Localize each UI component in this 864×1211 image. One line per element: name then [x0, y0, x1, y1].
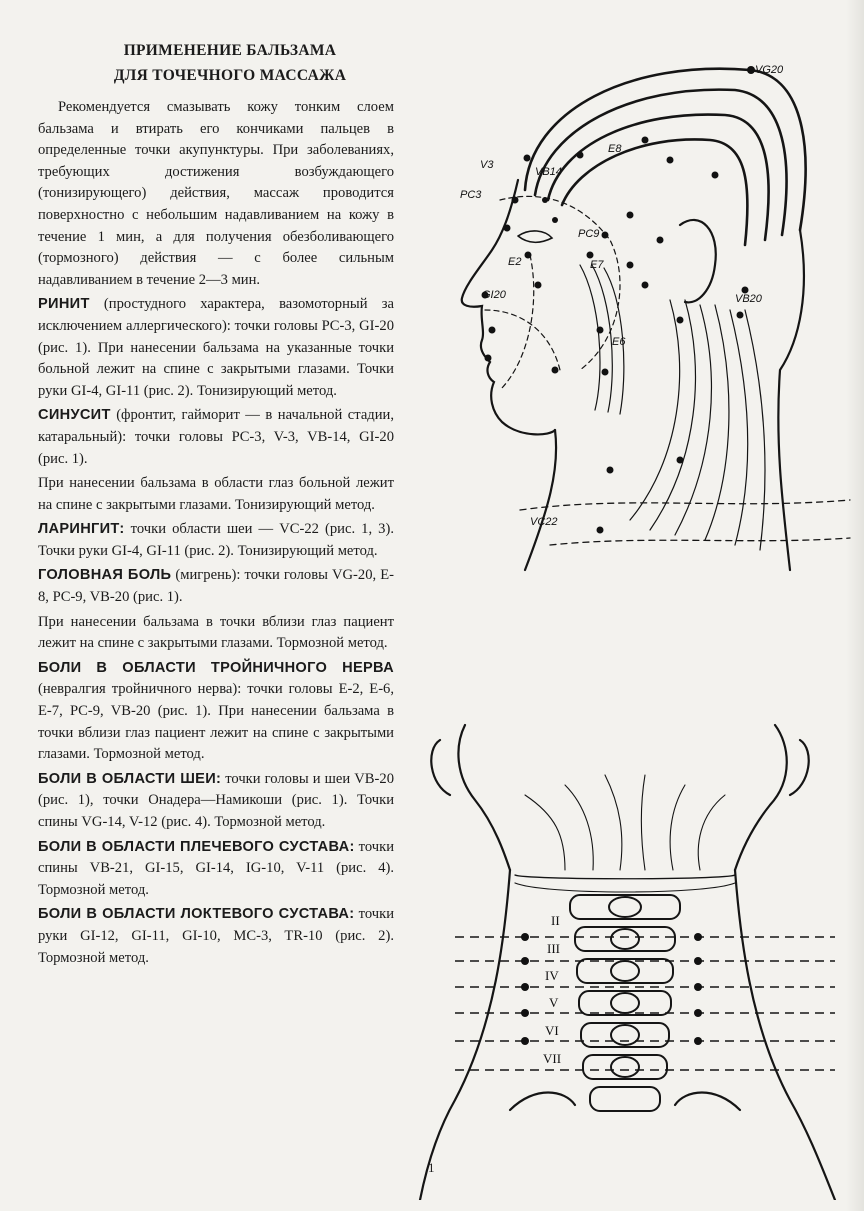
page-title: [60, 38, 400, 88]
section-heading: РИНИТ: [38, 296, 90, 313]
section-text: точки руки GI-12, GI-11, GI-10, MC-3, TR-10 (рис. 2). Тормозной метод.: [38, 906, 394, 966]
label-vb20: VB20: [735, 293, 762, 305]
label-vertebra-vii: VII: [543, 1051, 562, 1066]
label-vg20: VG20: [755, 64, 784, 76]
title-line-2: ДЛЯ ТОЧЕЧНОГО МАССАЖА: [113, 67, 347, 84]
label-e6: E6: [612, 336, 626, 348]
label-vc22: VC22: [530, 516, 558, 528]
section-heading: ЛАРИНГИТ:: [38, 521, 125, 538]
label-v3: V3: [480, 159, 494, 171]
section-heading: БОЛИ В ОБЛАСТИ ПЛЕЧЕВОГО СУСТАВА:: [38, 838, 355, 855]
label-vb14: VB14: [535, 166, 562, 178]
section-text: При нанесении бальзама в точки вблизи глаз пациент лежит на спине с закрытыми глазами. Тормозной метод.: [38, 613, 394, 652]
label-pc3: PC3: [460, 189, 482, 201]
section-text: точки головы и шеи VB-20 (рис. 1), точки Онадера—Намикоши (рис. 1). Точки спины VG-14, V-12 (рис. 4). Тормозной метод.: [38, 770, 394, 830]
intro-paragraph: Рекомендуется смазывать кожу тонким слоем бальзама и втирать его кончиками пальцев в определенные точки акупунктуры. При заболеваниях, требующих достижения возбуждающего (тонизирующего) действия, массаж проводится поверхностно с небольшим надавливанием на кожу в течение 1 мин, а для получения обезболивающего (тормозного) действия — с более сильным надавливанием в течение 2—3 мин.: [38, 99, 394, 288]
section-elbow-pain: [38, 904, 394, 969]
section-rhinitis: [38, 294, 394, 402]
label-vertebra-v: V: [549, 995, 559, 1010]
section-sinusitis: [38, 405, 394, 470]
section-heading: БОЛИ В ОБЛАСТИ ЛОКТЕВОГО СУСТАВА:: [38, 906, 355, 923]
head-acupoint-figure: [430, 40, 860, 585]
text-column: [38, 97, 394, 972]
label-pc9: PC9: [578, 228, 600, 240]
section-laryngitis: [38, 519, 394, 562]
section-heading: БОЛИ В ОБЛАСТИ ТРОЙНИЧНОГО НЕРВА: [38, 659, 394, 676]
label-vertebra-vi: VI: [545, 1023, 559, 1038]
section-text: При нанесении бальзама в области глаз больной лежит на спине с закрытыми глазами. Тонизирующий метод.: [38, 475, 394, 513]
section-heading: ГОЛОВНАЯ БОЛЬ: [38, 567, 172, 584]
section-text: (простудного характера, вазомоторный за исключением аллергического): точки головы PC-3, GI-20 (рис. 1). При нанесении бальзама на указанные точки больной лежит на спине с закрытыми глазами. Точки руки GI-4, GI-11 (рис. 2). Тонизирующий метод.: [38, 296, 394, 399]
label-vertebra-iv: IV: [545, 968, 559, 983]
section-headache-note: [38, 612, 394, 655]
label-e8: E8: [608, 143, 622, 155]
section-text: (невралгия тройничного нерва): точки головы E-2, E-6, E-7, PC-9, VB-20 (рис. 1). При нанесении бальзама в точки вблизи глаз пациент лежит на спине с закрытыми глазами. Тормозной метод.: [38, 681, 394, 763]
label-e7: E7: [590, 259, 604, 271]
section-text: (мигрень): точки головы VG-20, E-8, PC-9, VB-20 (рис. 1).: [38, 567, 394, 606]
label-gi20: GI20: [482, 289, 506, 301]
section-text: (фронтит, гайморит — в начальной стадии, катаральный): точки головы PC-3, V-3, VB-14, GI-20 (рис. 1).: [38, 407, 394, 467]
neck-vertebrae-figure: [415, 705, 845, 1200]
section-neck-pain: [38, 769, 394, 834]
section-shoulder-pain: [38, 837, 394, 902]
label-vertebra-iii: III: [547, 941, 560, 956]
section-text: точки спины VB-21, GI-15, GI-14, IG-10, V-11 (рис. 4). Тормозной метод.: [38, 838, 394, 898]
section-headache: [38, 565, 394, 608]
section-sinusitis-note: [38, 473, 394, 516]
section-trigeminal: [38, 658, 394, 766]
section-text: точки области шеи — VC-22 (рис. 1, 3). Точки руки GI-4, GI-11 (рис. 2). Тонизирующий метод.: [38, 521, 394, 559]
label-e2: E2: [508, 256, 522, 268]
title-line-1: ПРИМЕНЕНИЕ БАЛЬЗАМА: [123, 42, 337, 59]
label-vertebra-ii: II: [551, 913, 560, 928]
section-heading: СИНУСИТ: [38, 407, 111, 424]
section-heading: БОЛИ В ОБЛАСТИ ШЕИ:: [38, 770, 222, 787]
figure-number: 1: [428, 1160, 435, 1175]
